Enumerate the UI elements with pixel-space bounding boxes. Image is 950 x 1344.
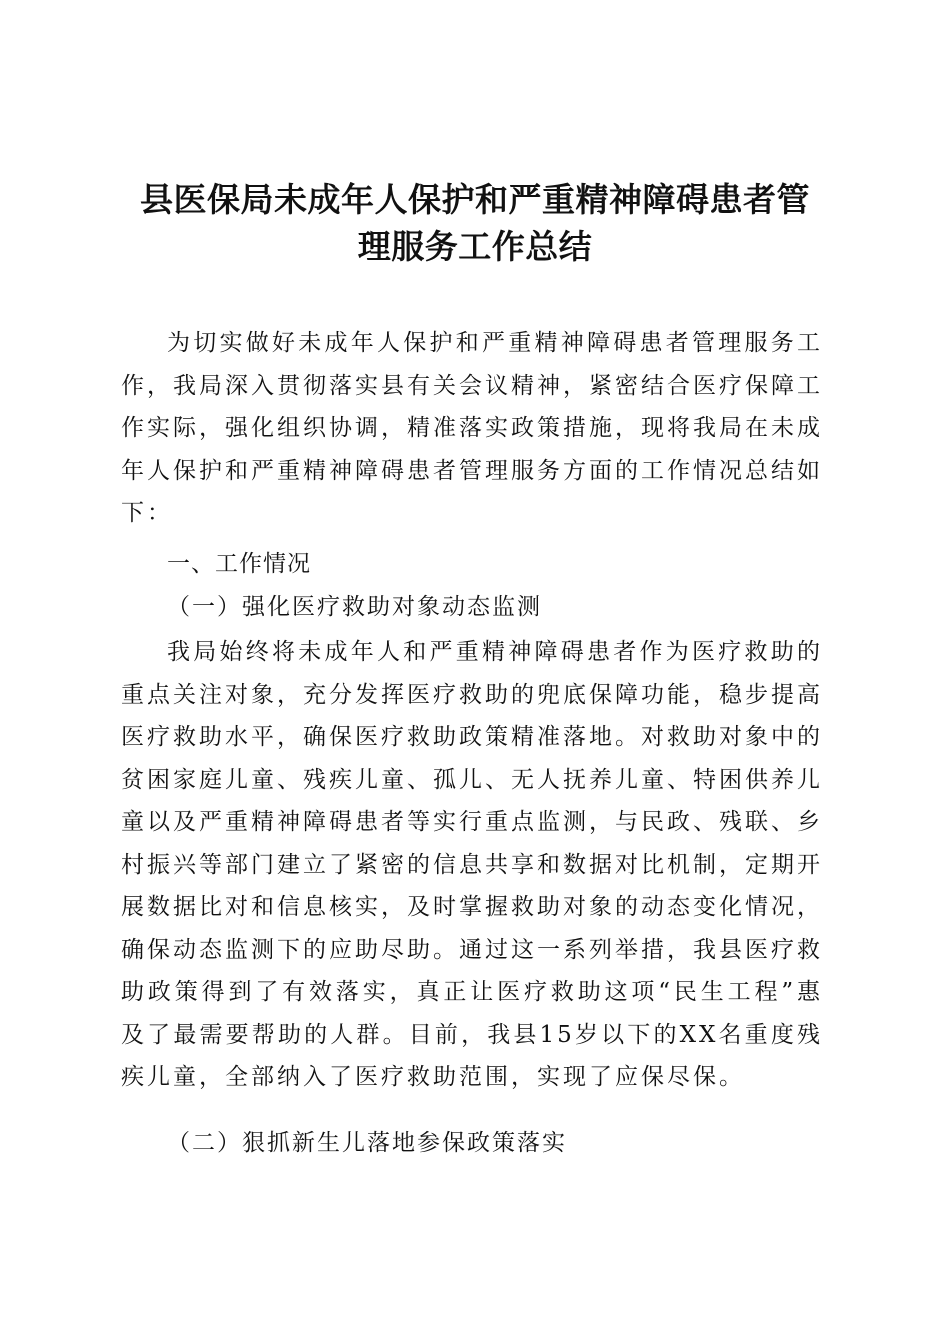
title-line-2: 理服务工作总结 <box>357 227 593 266</box>
intro-paragraph: 为切实做好未成年人保护和严重精神障碍患者管理服务工作，我局深入贯彻落实县有关会议精神，紧密结合医疗保障工作实际，强化组织协调，精准落实政策措施，现将我局在未成年人保护和严重精神障碍患者管理服务方面的工作情况总结如下： <box>121 330 823 526</box>
subsection-heading-newborn-insurance: （二）狠抓新生儿落地参保政策落实 <box>167 1130 567 1156</box>
monitoring-paragraph: 我局始终将未成年人和严重精神障碍患者作为医疗救助的重点关注对象，充分发挥医疗救助的兜底保障功能，稳步提高医疗救助水平，确保医疗救助政策精准落地。对救助对象中的贫困家庭儿童、残疾儿童、孤儿、无人抚养儿童、特困供养儿童以及严重精神障碍患者等实行重点监测，与民政、残联、乡村振兴等部门建立了紧密的信息共享和数据对比机制，定期开展数据比对和信息核实，及时掌握救助对象的动态变化情况，确保动态监测下的应助尽助。通过这一系列举措，我县医疗救助政策得到了有效落实，真正让医疗救助这项“民生工程”惠及了最需要帮助的人群。目前，我县15岁以下的XX名重度残疾儿童，全部纳入了医疗救助范围，实现了应保尽保。 <box>121 639 823 1090</box>
document-title <box>100 176 850 270</box>
title-line-1: 县医保局未成年人保护和严重精神障碍患者管 <box>140 180 810 219</box>
section-heading-work-status: 一、工作情况 <box>167 551 311 577</box>
subsection-heading-monitoring: （一）强化医疗救助对象动态监测 <box>167 594 542 620</box>
